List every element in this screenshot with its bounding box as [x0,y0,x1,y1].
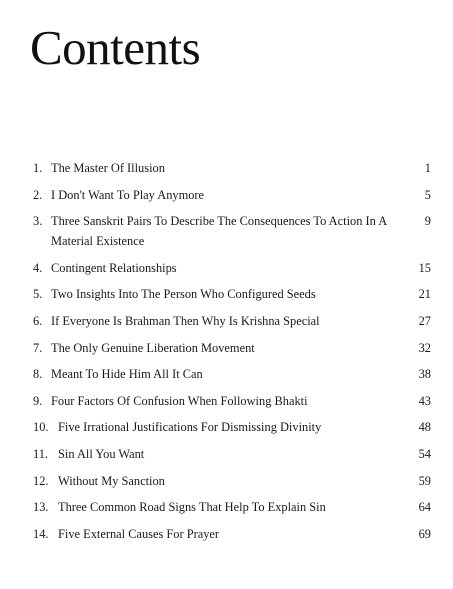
toc-entry-page: 64 [418,500,431,515]
toc-entry-page: 54 [418,446,431,461]
toc-entry[interactable] [33,471,431,491]
toc-entry-number: 4. [33,260,43,275]
toc-entry[interactable] [33,417,431,437]
toc-entry-page: 59 [418,473,431,488]
toc-entry-title: The Only Genuine Liberation Movement [51,340,255,355]
toc-entry[interactable] [33,284,431,304]
toc-entry-title: Contingent Relationships [51,260,177,275]
toc-entry-page: 9 [424,214,431,229]
toc-entry-title: The Master Of Illusion [51,161,165,175]
page-title: Contents [30,20,201,75]
toc-entry-page: 21 [418,287,431,302]
toc-entry-number: 13. [33,500,49,515]
toc-entry-title: Five Irrational Justifications For Dismissing Divinity [58,420,322,435]
toc-entry-page: 38 [418,367,431,382]
toc-entry-page: 69 [418,526,431,541]
toc-entry-number: 11. [33,446,49,461]
toc-entry-page: 1 [424,161,431,175]
toc-entry-number: 6. [33,313,43,328]
toc-entry-title: Three Common Road Signs That Help To Explain Sin [58,500,326,515]
toc-entry-title: Three Sanskrit Pairs To Describe The Consequences To Action In A Material Existence [51,214,387,249]
toc-entry-number: 2. [33,187,43,202]
toc-entry-number: 10. [33,420,49,435]
toc-entry-page: 43 [418,393,431,408]
toc-entry-title: Sin All You Want [58,446,145,461]
toc-entry-title: If Everyone Is Brahman Then Why Is Krishna Special [51,313,320,328]
toc-entry-page: 48 [418,420,431,435]
table-of-contents [33,158,431,550]
toc-entry-number: 14. [33,526,49,541]
toc-entry-title: Five External Causes For Prayer [58,526,220,541]
toc-entry[interactable] [33,311,431,331]
toc-entry-number: 7. [33,340,43,355]
toc-entry-number: 3. [33,214,43,229]
toc-entry-number: 8. [33,367,43,382]
toc-entry-page: 5 [424,187,431,202]
toc-entry[interactable] [33,524,431,544]
toc-entry[interactable] [33,338,431,358]
toc-entry-title: I Don't Want To Play Anymore [51,187,205,202]
toc-entry[interactable] [33,364,431,384]
toc-entry[interactable] [33,185,431,205]
toc-entry-title: Four Factors Of Confusion When Following Bhakti [51,393,308,408]
toc-entry[interactable] [33,497,431,517]
toc-entry[interactable] [33,158,431,178]
toc-entry-number: 5. [33,287,43,302]
toc-entry[interactable] [33,258,431,278]
toc-entry-title: Two Insights Into The Person Who Configured Seeds [51,287,316,302]
toc-entry[interactable] [33,444,431,464]
toc-entry-page: 32 [418,340,431,355]
toc-entry-title: Without My Sanction [58,473,165,488]
toc-entry[interactable] [33,211,431,251]
toc-entry-page: 15 [418,260,431,275]
toc-entry-title: Meant To Hide Him All It Can [51,367,203,382]
toc-entry-number: 1. [33,161,43,175]
toc-entry-number: 12. [33,473,49,488]
toc-entry[interactable] [33,391,431,411]
toc-entry-number: 9. [33,393,43,408]
toc-entry-page: 27 [418,313,431,328]
